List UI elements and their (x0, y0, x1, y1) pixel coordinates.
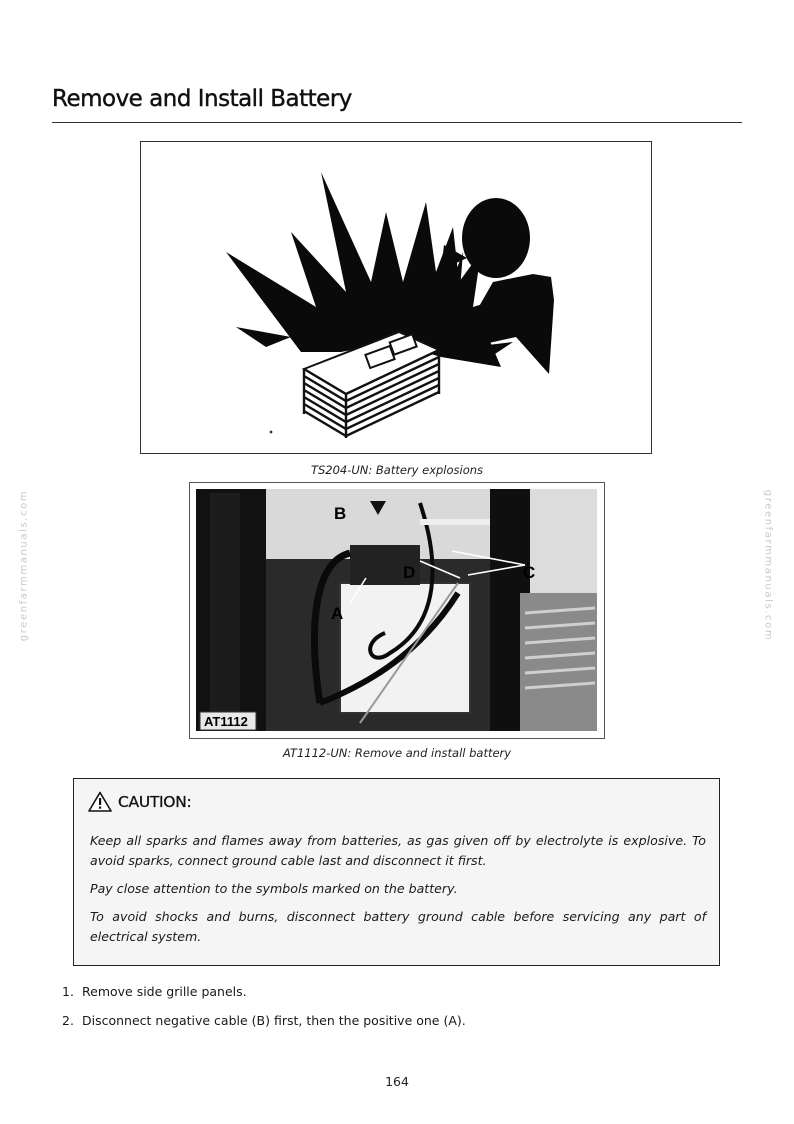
callout-b: B (334, 504, 347, 523)
watermark-right: greenfarmmanuals.com (762, 489, 774, 642)
figure-caption: AT1112-UN: Remove and install battery (282, 746, 512, 760)
caution-paragraph: Pay close attention to the symbols marked on the battery. (90, 881, 458, 896)
step-text: Remove side grille panels. (82, 984, 247, 999)
list-item (62, 984, 742, 1000)
caution-body (90, 831, 706, 955)
step-text: Disconnect negative cable (B) first, then the positive one (A). (82, 1013, 466, 1028)
step-number: 1. (62, 984, 74, 999)
caution-paragraph: To avoid shocks and burns, disconnect battery ground cable before servicing any part of electrical system. (90, 909, 706, 944)
battery-explosion-figure (140, 141, 652, 454)
caution-title: CAUTION: (118, 792, 192, 811)
caution-paragraph: Keep all sparks and flames away from batteries, as gas given off by electrolyte is explosive. To avoid sparks, connect ground cable last and disconnect it first. (90, 833, 706, 868)
page-number: 164 (385, 1074, 409, 1089)
battery-explosion-icon (141, 142, 650, 452)
procedure-steps (62, 984, 742, 1042)
callout-c: C (523, 563, 536, 582)
callout-a: A (331, 604, 344, 623)
list-item (62, 1013, 742, 1029)
step-number: 2. (62, 1013, 74, 1028)
battery-photo (190, 483, 603, 737)
callout-d: D (403, 563, 416, 582)
page-title: Remove and Install Battery (52, 86, 352, 112)
watermark-left: greenfarmmanuals.com (18, 489, 30, 642)
title-divider (52, 122, 742, 123)
caution-header (88, 791, 191, 812)
warning-triangle-icon (88, 791, 112, 812)
caution-box (73, 778, 720, 966)
battery-photo-figure (189, 482, 605, 739)
figure-caption: TS204-UN: Battery explosions (310, 463, 484, 477)
image-tag: AT1112 (204, 714, 248, 729)
